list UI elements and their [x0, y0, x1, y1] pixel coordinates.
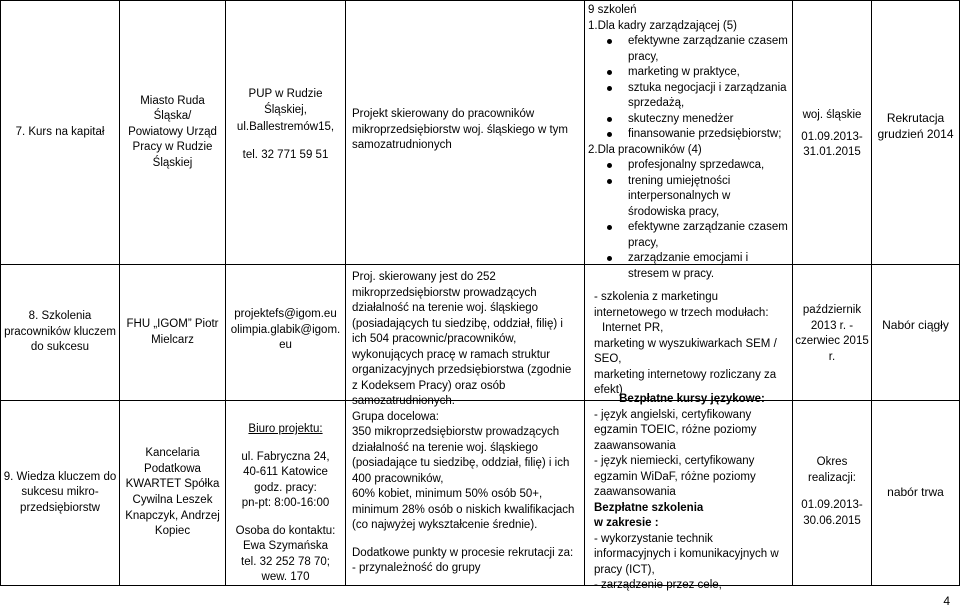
column-divider: [792, 0, 793, 586]
organizer: [121, 401, 224, 585]
list-item: marketing internetowy rozliczany za efekt): [594, 368, 777, 397]
table-border: [0, 0, 1, 586]
list-item: finansowanie przedsiębiorstw;: [628, 127, 790, 143]
region-text: woj. śląskie: [802, 109, 862, 121]
marketing-trainings: [594, 290, 790, 399]
list-item: - szkolenia z marketingu internetowego w trzech modułach:: [594, 291, 769, 319]
recruitment-status: [873, 317, 958, 333]
list-item: efektywne zarządzanie czasem pracy,: [628, 220, 790, 251]
contact-line: pn-pt: 8:00-16:00: [241, 497, 330, 510]
training-group-list: [588, 34, 790, 143]
organizer-text: Miasto Ruda Śląska/ Powiatowy Urząd Pracy w Rudzie Śląskiej: [128, 94, 217, 169]
list-item: profesjonalny sprzedawca,: [628, 158, 790, 174]
contact-line: Osoba do kontaktu:: [235, 524, 336, 537]
contact-line: wew. 170: [261, 571, 310, 584]
contact-line: Ewa Szymańska: [242, 540, 328, 553]
organizer-text: FHU „IGOM” Piotr Mielcarz: [126, 317, 219, 346]
project-description-text: Projekt skierowany do pracowników mikroprzedsiębiorstw woj. śląskiego w tym samozatrudnionych: [352, 108, 569, 152]
course-name-text: 7. Kurs na kapitał: [15, 125, 105, 138]
training-group-list: [588, 158, 790, 282]
list-item: Internet PR,: [602, 322, 664, 335]
training-count: 9 szkoleń: [588, 4, 637, 16]
office-label: Biuro projektu:: [248, 423, 323, 435]
period-text: 01.09.2013- 30.06.2015: [801, 499, 863, 527]
contact-phone: tel. 32 252 78 70;: [241, 555, 330, 568]
list-item: - język angielski, certyfikowany egzamin TOEIC, różne poziomy zaawansowania: [594, 408, 757, 452]
contact-phone: tel. 32 771 59 51: [242, 148, 329, 161]
course-name: [2, 265, 118, 400]
period-text: 01.09.2013- 31.01.2015: [801, 130, 863, 159]
contact-line: godz. pracy:: [254, 481, 317, 494]
description-paragraph: 350 mikroprzedsiębiorstw prowadzących działalność na terenie woj. śląskiego (posiadające tu siedzibę, oddział, filię) i ich 400 pracowników,: [352, 426, 570, 485]
list-item: marketing w wyszukiwarkach SEM / SEO,: [594, 337, 777, 366]
recruitment-text: nabór trwa: [887, 485, 944, 499]
project-description: [352, 107, 580, 154]
recruitment-status: [873, 110, 958, 142]
contact-info: [227, 87, 344, 163]
training-list: [588, 3, 790, 282]
column-divider: [871, 0, 872, 586]
period-label: Okres realizacji:: [808, 456, 856, 484]
organizer: [121, 265, 224, 400]
training-group-title: 2.Dla pracowników (4): [588, 143, 702, 156]
contact-email: olimpia.glabik@igom.: [230, 323, 341, 336]
column-divider: [225, 0, 226, 586]
recruitment-status: [873, 484, 958, 500]
list-item: sztuka negocjacji i zarządzania sprzedażą,: [628, 81, 790, 112]
list-item: - zarządzenie przez cele,: [594, 579, 722, 592]
list-item: trening umiejętności interpersonalnych w środowiska pracy,: [628, 174, 790, 221]
region-period: [794, 455, 870, 529]
column-divider: [119, 0, 120, 586]
training-group-title: 1.Dla kadry zarządzającej (5): [588, 19, 737, 32]
description-paragraph: Proj. skierowany jest do 252 mikroprzedsiębiorstw prowadzących działalność na terenie woj. śląskiego (posiadających tu siedzibę, oddział, filię) i ich 504 pracownic/pracowników, wykonujących pracę w ramach struktur organizacyjnych przedsiębiorstwa (zgodnie z Kodeksem Pracy) oraz osób samozatrudnionych.: [352, 271, 572, 408]
contact-line: 40-611 Katowice: [243, 466, 328, 479]
organizer: [121, 1, 224, 264]
section-title: Bezpłatne szkolenia: [594, 501, 704, 514]
language-trainings: [594, 392, 790, 594]
contact-email: projektefs@igom.eu: [234, 308, 337, 320]
contact-line: ul. Fabryczna 24,: [241, 450, 330, 463]
section-subtitle: w zakresie :: [594, 517, 659, 530]
contact-line: ul.Ballestremów15,: [236, 121, 335, 134]
recruitment-text: Nabór ciągły: [882, 318, 949, 332]
list-item: marketing w praktyce,: [628, 65, 790, 81]
description-paragraph: - przynależność do grupy: [352, 562, 481, 575]
project-description-detail: [352, 270, 580, 577]
contact-info: [227, 307, 344, 354]
list-item: zarządzanie emocjami i stresem w pracy.: [628, 251, 790, 282]
table-border: [0, 585, 960, 586]
recruitment-text: Rekrutacja grudzień 2014: [877, 111, 954, 142]
course-name-text: 9. Wiedza kluczem do sukcesu mikro-przedsiębiorstw: [3, 470, 117, 514]
period-text: październik 2013 r. - czerwiec 2015 r.: [795, 304, 869, 363]
region-period: [794, 108, 870, 161]
contact-line: PUP w Rudzie Śląskiej,: [248, 88, 323, 116]
list-item: - wykorzystanie technik informacyjnych i komunikacyjnych w pracy (ICT),: [594, 532, 779, 576]
region-period: [794, 303, 870, 365]
organizer-text: Kancelaria Podatkowa KWARTET Spółka Cywilna Leszek Knapczyk, Andrzej Kopiec: [125, 447, 220, 538]
course-name: [2, 401, 118, 585]
course-name-text: 8. Szkolenia pracowników kluczem do sukcesu: [4, 310, 116, 354]
list-item: - język niemiecki, certyfikowany egzamin WiDaF, różne poziomy zaawansowania: [594, 455, 756, 499]
course-name: [2, 1, 118, 264]
list-item: skuteczny menedżer: [628, 112, 790, 128]
description-paragraph: 60% kobiet, minimum 50% osób 50+, minimum 28% osób o niskich kwalifikacjach (co najwyżej wykształcenie średnie).: [352, 488, 575, 532]
description-heading: Grupa docelowa:: [352, 410, 439, 423]
column-divider: [345, 0, 346, 586]
column-divider: [584, 0, 585, 586]
contact-info: [227, 422, 344, 586]
list-item: efektywne zarządzanie czasem pracy,: [628, 34, 790, 65]
page-number: 4: [943, 593, 950, 608]
description-paragraph: Dodatkowe punkty w procesie rekrutacji za:: [352, 546, 574, 559]
section-title: Bezpłatne kursy językowe:: [619, 393, 765, 405]
contact-email: eu: [279, 339, 292, 352]
